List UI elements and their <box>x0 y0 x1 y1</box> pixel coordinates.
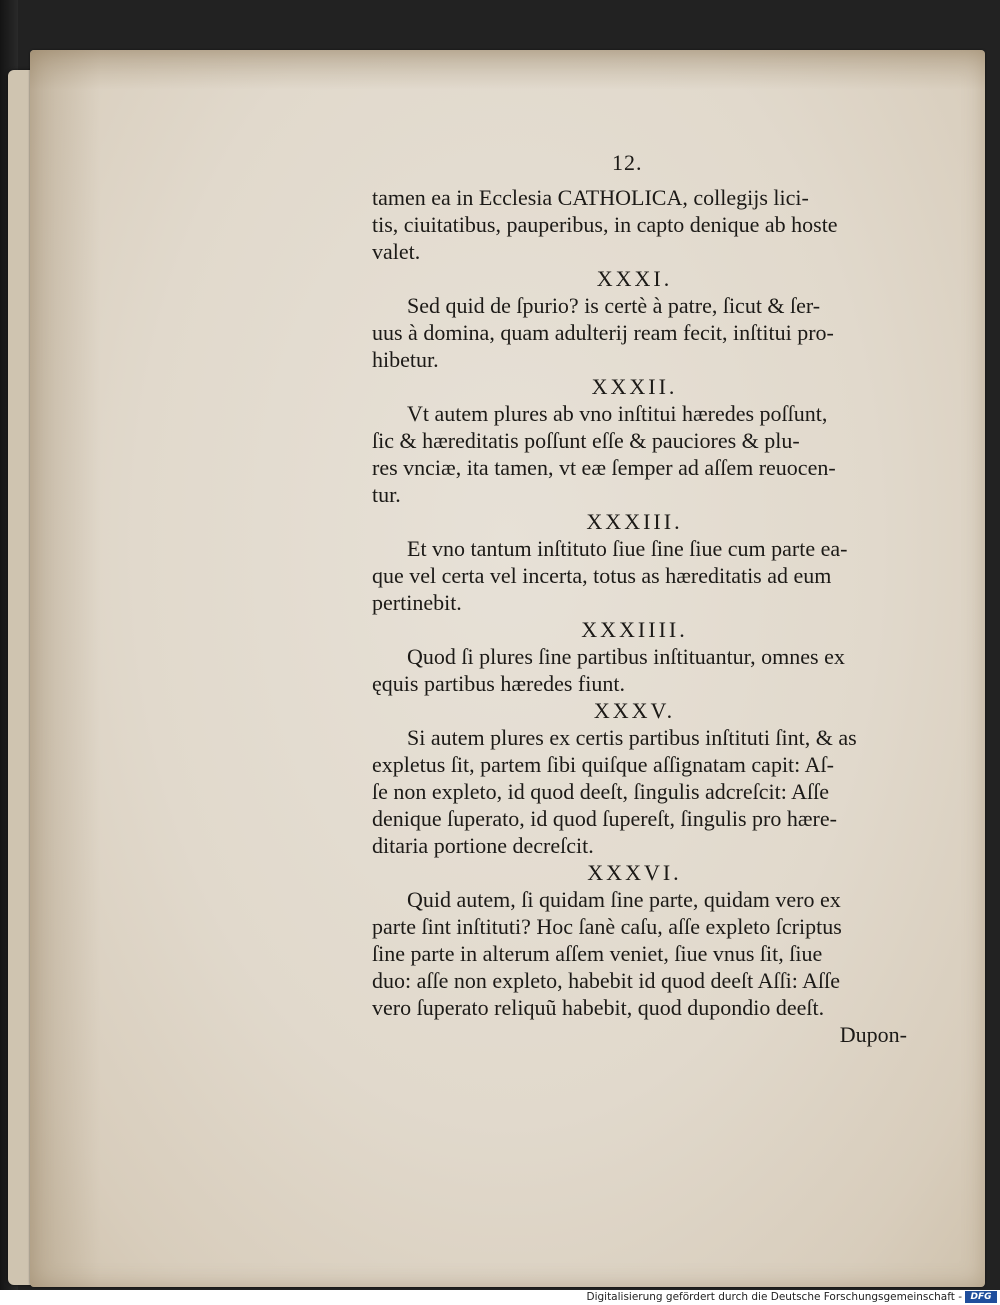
text-line: denique ſuperato, id quod ſupereſt, ſingulis pro hære- <box>372 806 837 831</box>
section-heading: XXXIII. <box>586 509 683 534</box>
footer-credit: Digitalisierung gefördert durch die Deutsche Forschungsgemeinschaft - <box>586 1291 962 1303</box>
text-line: hibetur. <box>372 347 439 372</box>
text-line: ſine parte in alterum aſſem veniet, ſiue vnus ſit, ſiue <box>372 941 823 966</box>
text-line: valet. <box>372 239 421 264</box>
section-heading: XXXI. <box>596 266 673 291</box>
text-line: parte ſint inſtituti? Hoc ſanè caſu, aſſe expleto ſcriptus <box>372 914 842 939</box>
text-line: Et vno tantum inſtituto ſiue ſine ſiue cum parte ea- <box>407 536 848 561</box>
text-line: vero ſuperato reliquũ habebit, quod dupondio deeſt. <box>372 995 825 1020</box>
text-line: duo: aſſe non expleto, habebit id quod deeſt Aſſi: Aſſe <box>372 968 841 993</box>
text-block <box>372 184 907 1048</box>
section-heading: XXXII. <box>591 374 678 399</box>
text-line: tamen ea in Ecclesia CATHOLICA, collegijs lici- <box>372 185 809 210</box>
page-edge-stain-top <box>30 50 985 90</box>
text-line: tis, ciuitatibus, pauperibus, in capto denique ab hoste <box>372 212 838 237</box>
text-line: Quid autem, ſi quidam ſine parte, quidam vero ex <box>407 887 841 912</box>
text-line: uus à domina, quam adulterij ream fecit, inſtitui pro- <box>372 320 834 345</box>
section-heading: XXXIIII. <box>581 617 688 642</box>
text-line: ditaria portione decreſcit. <box>372 833 594 858</box>
text-line: Vt autem plures ab vno inſtitui hæredes poſſunt, <box>407 401 828 426</box>
page-edge-stain-left <box>30 50 100 1287</box>
section-heading: XXXV. <box>593 698 676 723</box>
text-line: Quod ſi plures ſine partibus inſtituantur, omnes ex <box>407 644 845 669</box>
catchword: Dupon- <box>839 1022 907 1047</box>
text-line: res vnciæ, ita tamen, vt eæ ſemper ad aſſem reuocen- <box>372 455 836 480</box>
text-line: ſic & hæreditatis poſſunt eſſe & pauciores & plu- <box>372 428 800 453</box>
dfg-logo: DFG <box>965 1291 997 1303</box>
text-line: ęquis partibus hæredes fiunt. <box>372 671 625 696</box>
text-line: expletus ſit, partem ſibi quiſque aſſignatam capit: Aſ- <box>372 752 834 777</box>
text-line: Sed quid de ſpurio? is certè à patre, ſicut & ſer- <box>407 293 821 318</box>
text-line: tur. <box>372 482 401 507</box>
text-line: pertinebit. <box>372 590 462 615</box>
section-heading: XXXVI. <box>587 860 682 885</box>
text-line: ſe non expleto, id quod deeſt, ſingulis adcreſcit: Aſſe <box>372 779 830 804</box>
text-line: que vel certa vel incerta, totus as hæreditatis ad eum <box>372 563 832 588</box>
text-line: Si autem plures ex certis partibus inſtituti ſint, & as <box>407 725 857 750</box>
page-number: 12. <box>612 150 643 175</box>
